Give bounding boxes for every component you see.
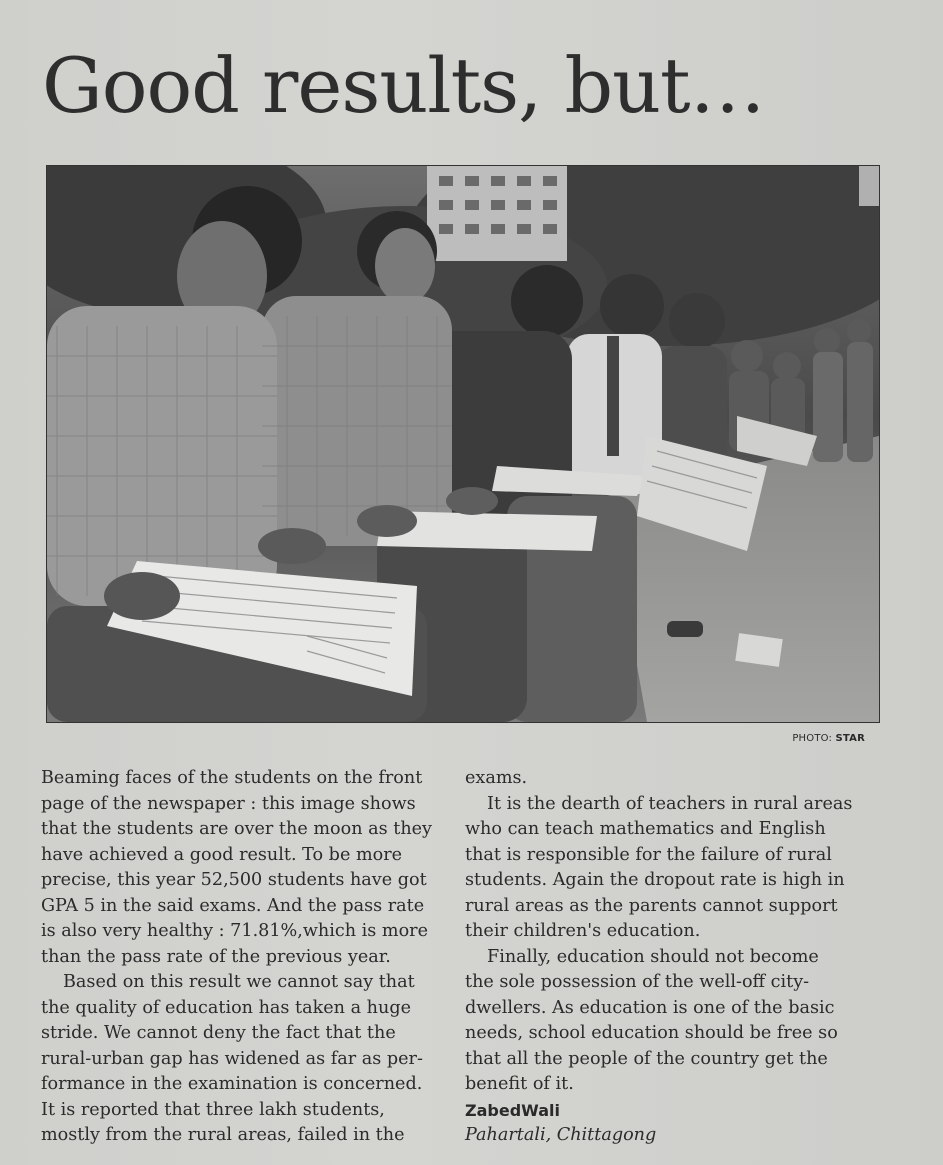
text-line: that is responsible for the failure of rural — [465, 844, 832, 865]
text-line: stride. We cannot deny the fact that the — [41, 1023, 396, 1043]
students-reading-results-photo — [47, 166, 879, 722]
text-line: their children's education. — [465, 921, 701, 941]
text-line: mostly from the rural areas, failed in the — [41, 1125, 405, 1145]
text-line: that all the people of the country get the — [465, 1048, 828, 1069]
text-line: formance in the examination is concerned. — [41, 1074, 423, 1094]
text-line: Based on this result we cannot say that — [63, 972, 415, 992]
text-line: needs, school education should be free so — [465, 1023, 838, 1043]
text-line: precise, this year 52,500 students have got — [41, 870, 427, 890]
photo-credit-label: PHOTO: — [792, 733, 836, 744]
text-line: students. Again the dropout rate is high in — [465, 870, 845, 890]
headline: Good results, but… — [42, 41, 765, 130]
article-column-right — [465, 766, 875, 1149]
article-column-left — [41, 766, 451, 1149]
author-name: ZabedWali — [465, 1100, 560, 1120]
news-photo — [46, 165, 880, 723]
text-line: the quality of education has taken a huge — [41, 997, 412, 1018]
text-line: It is reported that three lakh students, — [41, 1099, 385, 1120]
text-line: rural areas as the parents cannot support — [465, 895, 838, 916]
text-line: Finally, education should not become — [487, 946, 819, 967]
author-location: Pahartali, Chittagong — [465, 1125, 657, 1145]
photo-credit — [792, 733, 865, 744]
text-line: who can teach mathematics and English — [465, 819, 826, 839]
text-line: have achieved a good result. To be more — [41, 844, 403, 865]
text-line: page of the newspaper : this image shows — [41, 793, 416, 814]
text-line: than the pass rate of the previous year. — [41, 946, 391, 967]
text-line: the sole possession of the well-off city- — [465, 972, 810, 992]
text-line: GPA 5 in the said exams. And the pass rate — [41, 895, 425, 916]
photo-credit-source: STAR — [835, 733, 865, 744]
text-line: exams. — [465, 768, 528, 788]
text-line: Beaming faces of the students on the front — [41, 768, 423, 788]
text-line: rural-urban gap has widened as far as per- — [41, 1048, 423, 1069]
text-line: benefit of it. — [465, 1074, 574, 1094]
text-line: is also very healthy : 71.81%,which is more — [41, 921, 429, 941]
text-line: dwellers. As education is one of the basic — [465, 997, 835, 1018]
text-line: that the students are over the moon as they — [41, 819, 432, 839]
text-line: It is the dearth of teachers in rural areas — [487, 793, 853, 814]
